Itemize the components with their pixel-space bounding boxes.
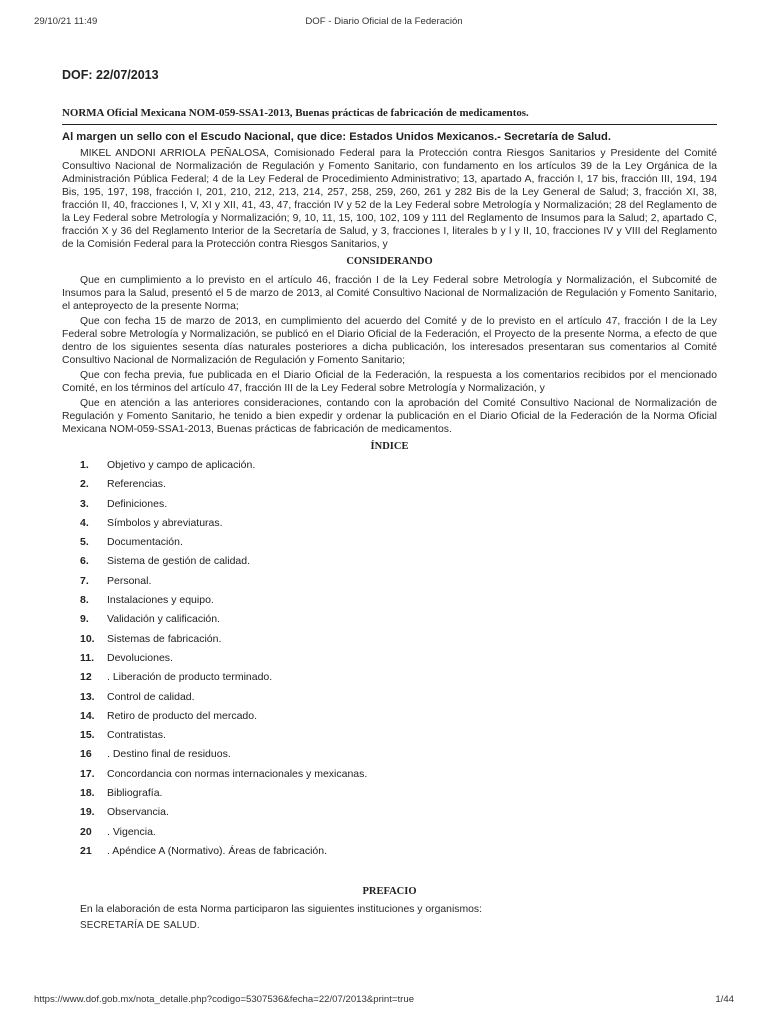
indice-item-label: Devoluciones. bbox=[107, 651, 173, 664]
considerando-paragraph: Que con fecha previa, fue publicada en el Diario Oficial de la Federación, la respuesta a los comentarios recibidos por el mencionado Comité, en los términos del artículo 47, fracción III de la Ley Federal sobre Metrología y Normalización, y bbox=[62, 370, 717, 394]
indice-item-label: Bibliografía. bbox=[107, 787, 163, 800]
print-footer bbox=[34, 994, 734, 1008]
indice-item bbox=[80, 710, 717, 729]
indice-item-number: 14. bbox=[80, 709, 95, 722]
indice-item bbox=[80, 459, 717, 478]
indice-item-number: 7. bbox=[80, 574, 89, 587]
indice-item-label: . Destino final de residuos. bbox=[107, 748, 231, 761]
considerando-heading: CONSIDERANDO bbox=[346, 256, 433, 267]
indice-item bbox=[80, 517, 717, 536]
title-divider bbox=[62, 124, 717, 125]
indice-item-number: 11. bbox=[80, 651, 95, 664]
indice-item-number: 5. bbox=[80, 536, 89, 549]
prefacio-heading: PREFACIO bbox=[362, 886, 417, 898]
indice-item-number: 21 bbox=[80, 844, 92, 857]
indice-item-label: Sistemas de fabricación. bbox=[107, 632, 222, 645]
considerando-paragraph: Que en cumplimiento a lo previsto en el artículo 46, fracción I de la Ley Federal sobre Metrología y Normalización, el Subcomité de Insumos para la Salud, presentó el 5 de marzo de 2013, al Comité Consultivo Nacional de Normalización de Regulación y Fomento Sanitario, el anteproyecto de la presente Norma; bbox=[62, 275, 717, 312]
indice-item-number: 19. bbox=[80, 806, 95, 819]
indice-item-number: 3. bbox=[80, 497, 89, 510]
print-date: 29/10/21 11:49 bbox=[34, 16, 98, 27]
margin-note: Al margen un sello con el Escudo Nacional, que dice: Estados Unidos Mexicanos.- Secretaría de Salud. bbox=[62, 131, 611, 143]
indice-item-label: Personal. bbox=[107, 574, 152, 587]
indice-item-label: Objetivo y campo de aplicación. bbox=[107, 459, 256, 471]
indice-item-label: Observancia. bbox=[107, 806, 169, 819]
indice-item-number: 9. bbox=[80, 613, 89, 626]
print-page-number: 1/44 bbox=[715, 994, 734, 1005]
print-header bbox=[34, 16, 734, 30]
indice-item bbox=[80, 826, 717, 845]
indice-item-label: Definiciones. bbox=[107, 497, 168, 510]
indice-item-label: . Vigencia. bbox=[107, 825, 156, 838]
indice-item bbox=[80, 748, 717, 767]
indice-list bbox=[80, 459, 717, 864]
indice-item bbox=[80, 671, 717, 690]
print-url: https://www.dof.gob.mx/nota_detalle.php?codigo=5307536&fecha=22/07/2013&print=true bbox=[34, 994, 415, 1005]
indice-item-number: 12 bbox=[80, 671, 92, 684]
indice-item-label: Instalaciones y equipo. bbox=[107, 594, 214, 607]
indice-item-number: 4. bbox=[80, 516, 89, 529]
norma-title: NORMA Oficial Mexicana NOM-059-SSA1-2013, Buenas prácticas de fabricación de medicamentos. bbox=[62, 107, 529, 119]
indice-item bbox=[80, 691, 717, 710]
indice-item-number: 1. bbox=[80, 459, 89, 471]
indice-item bbox=[80, 729, 717, 748]
indice-item-number: 18. bbox=[80, 787, 95, 800]
prefacio-institution: SECRETARÍA DE SALUD. bbox=[80, 920, 200, 932]
indice-item-label: Símbolos y abreviaturas. bbox=[107, 516, 223, 529]
indice-item bbox=[80, 845, 717, 864]
indice-item-number: 2. bbox=[80, 478, 89, 491]
indice-item bbox=[80, 633, 717, 652]
print-page-title: DOF - Diario Oficial de la Federación bbox=[305, 16, 463, 27]
prefacio-paragraph: En la elaboración de esta Norma participaron las siguientes instituciones y organismos: bbox=[80, 904, 482, 916]
indice-item-label: Concordancia con normas internacionales y mexicanas. bbox=[107, 767, 368, 780]
indice-item-label: Referencias. bbox=[107, 478, 166, 491]
indice-item-label: Control de calidad. bbox=[107, 690, 195, 703]
indice-item-number: 15. bbox=[80, 729, 95, 742]
indice-item bbox=[80, 594, 717, 613]
indice-item-label: . Apéndice A (Normativo). Áreas de fabricación. bbox=[107, 844, 328, 857]
indice-item-number: 13. bbox=[80, 690, 95, 703]
indice-item bbox=[80, 575, 717, 594]
indice-item-label: Contratistas. bbox=[107, 729, 166, 742]
indice-item bbox=[80, 652, 717, 671]
indice-item bbox=[80, 536, 717, 555]
indice-item bbox=[80, 787, 717, 806]
indice-item-number: 8. bbox=[80, 594, 89, 607]
indice-item bbox=[80, 498, 717, 517]
considerando-paragraph: Que con fecha 15 de marzo de 2013, en cumplimiento del acuerdo del Comité y de lo previsto en el artículo 47, fracción I de la Ley Federal sobre Metrología y Normalización, se publicó en el Diario Oficial de la Federación, el Proyecto de la presente Norma, a efecto de que dentro de los siguientes sesenta días naturales posteriores a dicha publicación, los interesados presentaran sus comentarios al Comité Consultivo Nacional de Normalización de Regulación y Fomento Sanitario; bbox=[62, 316, 717, 366]
intro-paragraph: MIKEL ANDONI ARRIOLA PEÑALOSA, Comisionado Federal para la Protección contra Riesgos Sanitarios y Presidente del Comité Consultivo Nacional de Normalización de Regulación y Fomento Sanitario, con fundamento en los artículos 39 de la Ley Orgánica de la Administración Pública Federal; 4 de la Ley Federal de Procedimiento Administrativo; 13, apartado A, fracción I, 17 bis, fracción III, 194, 194 Bis, 195, 197, 198, fracción I, 201, 210, 212, 213, 214, 257, 258, 259, 260, 261 y 282 Bis de la Ley General de Salud; 3, fracción XI, 38, fracción II, 40, fracciones I, V, XI y XII, 41, 43, 47, fracción IV y 52 de la Ley Federal sobre Metrología y Normalización; 28 del Reglamento de la Ley Federal sobre Metrología y Normalización; 9, 10, 11, 15, 100, 102, 109 y 111 del Reglamento de Insumos para la Salud; 2, apartado C, fracción X y 36 del Reglamento Interior de la Secretaría de Salud, y 3, fracciones I, literales b y l y II, 10, fracciones IV y VIII del Reglamento de la Comisión Federal para la Protección contra Riesgos Sanitarios, y bbox=[62, 148, 717, 250]
indice-item bbox=[80, 613, 717, 632]
dof-date: DOF: 22/07/2013 bbox=[62, 68, 159, 82]
indice-item bbox=[80, 555, 717, 574]
indice-item-number: 10. bbox=[80, 632, 95, 645]
document-body bbox=[62, 60, 717, 931]
indice-item-label: Documentación. bbox=[107, 536, 183, 549]
indice-heading: ÍNDICE bbox=[370, 441, 409, 452]
indice-item-label: Validación y calificación. bbox=[107, 613, 221, 626]
considerando-paragraph: Que en atención a las anteriores consideraciones, contando con la aprobación del Comité Consultivo Nacional de Normalización de Regulación y Fomento Sanitario, he tenido a bien expedir y ordenar la publicación en el Diario Oficial de la Federación de la Norma Oficial Mexicana NOM-059-SSA1-2013, Buenas prácticas de fabricación de medicamentos. bbox=[62, 398, 717, 435]
indice-item bbox=[80, 478, 717, 497]
indice-item-number: 20 bbox=[80, 825, 92, 838]
indice-item-number: 6. bbox=[80, 555, 89, 568]
indice-item bbox=[80, 768, 717, 787]
indice-item-number: 17. bbox=[80, 767, 95, 780]
indice-item bbox=[80, 806, 717, 825]
indice-item-label: . Liberación de producto terminado. bbox=[107, 671, 273, 684]
indice-item-label: Sistema de gestión de calidad. bbox=[107, 555, 251, 568]
indice-item-number: 16 bbox=[80, 748, 92, 761]
indice-item-label: Retiro de producto del mercado. bbox=[107, 709, 257, 722]
